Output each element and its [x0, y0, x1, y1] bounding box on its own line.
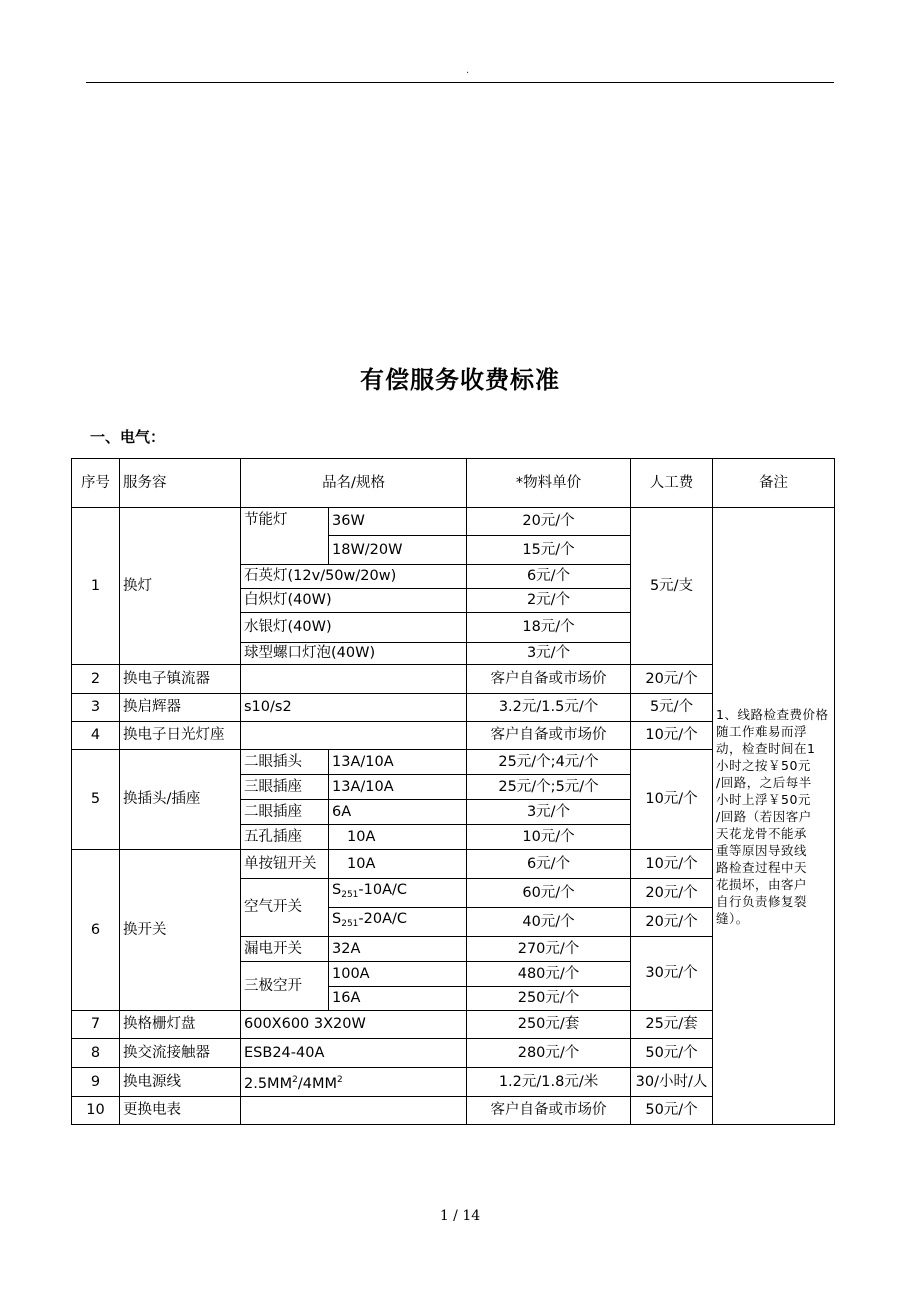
cell-spec — [329, 908, 467, 937]
cell-price: 25元/个;5元/个 — [467, 775, 631, 800]
note-line: 重等原因导致线 — [716, 842, 808, 858]
cell-no: 6 — [72, 850, 120, 1011]
cell-price: 15元/个 — [467, 536, 631, 565]
cell-no: 7 — [72, 1011, 120, 1039]
fee-table — [71, 458, 835, 1125]
cell-service: 换格栅灯盘 — [120, 1011, 241, 1039]
cell-spec — [241, 1097, 467, 1125]
cell-price: 3元/个 — [467, 800, 631, 825]
cell-spec: 18W/20W — [329, 536, 467, 565]
cell-price: 客户自备或市场价 — [467, 722, 631, 750]
cell-labor: 10元/个 — [631, 722, 713, 750]
cell-item-name: 球型螺口灯泡(40W) — [241, 643, 467, 665]
cell-no: 8 — [72, 1039, 120, 1068]
cell-price: 40元/个 — [467, 908, 631, 937]
header-rule — [86, 82, 834, 83]
cell-service: 换灯 — [120, 508, 241, 665]
spec-subscript: 251 — [341, 890, 359, 900]
cell-labor: 20元/个 — [631, 665, 713, 694]
spec-suffix: -10A/C — [358, 882, 408, 898]
cell-no: 1 — [72, 508, 120, 665]
header-spec: 品名/规格 — [241, 459, 467, 508]
cell-labor: 5元/个 — [631, 694, 713, 722]
note-line: 1、线路检查费价格 — [716, 706, 829, 722]
cell-price: 10元/个 — [467, 825, 631, 850]
cell-price: 480元/个 — [467, 962, 631, 987]
header-labor: 人工费 — [631, 459, 713, 508]
cell-price: 25元/个;4元/个 — [467, 750, 631, 775]
cell-service: 换交流接触器 — [120, 1039, 241, 1068]
note-line: 花损坏，由客户 — [716, 876, 808, 892]
note-line: 天花龙骨不能承 — [716, 825, 808, 841]
note-cell — [713, 508, 835, 1125]
cell-price: 280元/个 — [467, 1039, 631, 1068]
cell-spec: 13A/10A — [329, 750, 467, 775]
cell-price: 客户自备或市场价 — [467, 665, 631, 694]
cell-spec: 600X600 3X20W — [241, 1011, 467, 1039]
cell-labor: 30/小时/人 — [631, 1068, 713, 1097]
cell-no: 3 — [72, 694, 120, 722]
cell-spec: 36W — [329, 508, 467, 536]
cell-price: 3.2元/1.5元/个 — [467, 694, 631, 722]
spec-part-a: 2.5MM — [244, 1075, 293, 1092]
cell-spec: ESB24-40A — [241, 1039, 467, 1068]
note-line: 自行负责修复裂 — [716, 893, 808, 909]
header-note: 备注 — [713, 459, 835, 508]
spec-part-b: /4MM — [297, 1075, 337, 1092]
cell-price: 客户自备或市场价 — [467, 1097, 631, 1125]
cell-service: 换启辉器 — [120, 694, 241, 722]
cell-no: 10 — [72, 1097, 120, 1125]
header-service: 服务容 — [120, 459, 241, 508]
cell-item-name: 三极空开 — [241, 962, 329, 1011]
spec-prefix: S — [332, 911, 342, 927]
cell-spec: 13A/10A — [329, 775, 467, 800]
cell-spec: 10A — [329, 850, 467, 879]
cell-spec: s10/s2 — [241, 694, 467, 722]
spec-prefix: S — [332, 882, 342, 898]
cell-service: 换插头/插座 — [120, 750, 241, 850]
cell-labor: 20元/个 — [631, 879, 713, 908]
cell-item-name: 五孔插座 — [241, 825, 329, 850]
cell-item-name: 二眼插头 — [241, 750, 329, 775]
spec-subscript: 251 — [341, 919, 359, 929]
header-mark: . — [466, 65, 470, 76]
cell-spec: 6A — [329, 800, 467, 825]
page-title: 有偿服务收费标准 — [360, 366, 560, 394]
cell-no: 2 — [72, 665, 120, 694]
cell-spec — [329, 879, 467, 908]
cell-item-name: 白炽灯(40W) — [241, 589, 467, 613]
cell-labor: 10元/个 — [631, 850, 713, 879]
note-line: /回路（若因客户 — [716, 808, 812, 824]
note-line: 小时之按￥50元 — [716, 757, 811, 773]
note-line: 路检查过程中天 — [716, 859, 808, 875]
header-material: *物料单价 — [467, 459, 631, 508]
note-line: 动，检查时间在1 — [716, 740, 816, 756]
cell-price: 1.2元/1.8元/米 — [467, 1068, 631, 1097]
cell-price: 2元/个 — [467, 589, 631, 613]
cell-no: 5 — [72, 750, 120, 850]
cell-spec — [241, 722, 467, 750]
cell-price: 6元/个 — [467, 850, 631, 879]
table-row — [72, 508, 835, 536]
spec-suffix: -20A/C — [358, 911, 408, 927]
spec-superscript-b: 2 — [336, 1074, 343, 1085]
cell-spec: 100A — [329, 962, 467, 987]
cell-labor: 50元/个 — [631, 1097, 713, 1125]
table-header-row — [72, 459, 835, 508]
cell-item-name: 漏电开关 — [241, 937, 329, 962]
cell-labor: 10元/个 — [631, 750, 713, 850]
cell-item-name: 单按钮开关 — [241, 850, 329, 879]
cell-price: 270元/个 — [467, 937, 631, 962]
note-line: 小时上浮￥50元 — [716, 791, 811, 807]
spec-superscript-a: 2 — [292, 1074, 298, 1085]
page-number: 1 / 14 — [439, 1208, 481, 1224]
header-no: 序号 — [72, 459, 120, 508]
cell-spec: 32A — [329, 937, 467, 962]
cell-no: 9 — [72, 1068, 120, 1097]
cell-price: 60元/个 — [467, 879, 631, 908]
cell-item-name: 节能灯 — [241, 508, 329, 565]
cell-service: 换电子日光灯座 — [120, 722, 241, 750]
cell-price: 6元/个 — [467, 565, 631, 589]
cell-item-name: 二眼插座 — [241, 800, 329, 825]
cell-price: 3元/个 — [467, 643, 631, 665]
cell-item-name: 水银灯(40W) — [241, 613, 467, 643]
cell-service: 换电子镇流器 — [120, 665, 241, 694]
cell-labor: 30元/个 — [631, 937, 713, 1011]
cell-item-name: 空气开关 — [241, 879, 329, 937]
cell-service: 换电源线 — [120, 1068, 241, 1097]
cell-item-name: 三眼插座 — [241, 775, 329, 800]
note-line: 缝）。 — [716, 910, 749, 926]
cell-spec — [241, 665, 467, 694]
cell-labor: 25元/套 — [631, 1011, 713, 1039]
cell-spec: 10A — [329, 825, 467, 850]
note-text — [716, 706, 831, 927]
note-line: 随工作难易而浮 — [716, 723, 808, 739]
section-heading: 一、电气： — [90, 428, 166, 446]
cell-item-name: 石英灯(12v/50w/20w) — [241, 565, 467, 589]
note-line: /回路，之后每半 — [716, 774, 812, 790]
cell-no: 4 — [72, 722, 120, 750]
cell-labor: 20元/个 — [631, 908, 713, 937]
cell-spec: 16A — [329, 987, 467, 1011]
cell-price: 250元/个 — [467, 987, 631, 1011]
cell-service: 换开关 — [120, 850, 241, 1011]
cell-labor: 5元/支 — [631, 508, 713, 665]
cell-price: 20元/个 — [467, 508, 631, 536]
cell-spec — [241, 1068, 467, 1097]
cell-price: 250元/套 — [467, 1011, 631, 1039]
cell-price: 18元/个 — [467, 613, 631, 643]
cell-service: 更换电表 — [120, 1097, 241, 1125]
cell-labor: 50元/个 — [631, 1039, 713, 1068]
